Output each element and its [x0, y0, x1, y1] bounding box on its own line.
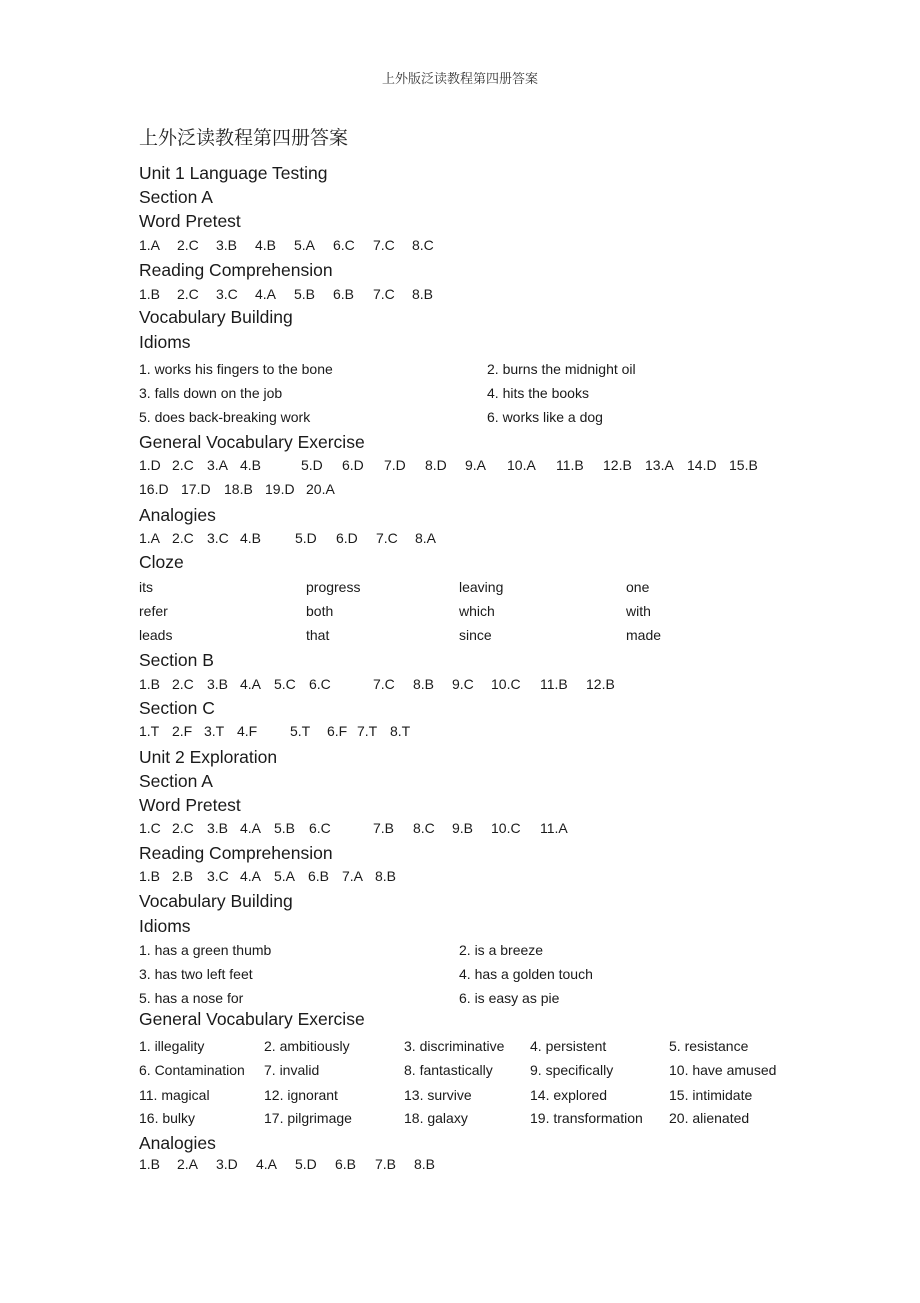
answer: 1.C — [139, 820, 161, 836]
section-heading: Cloze — [139, 552, 184, 572]
answer: 6.D — [336, 530, 358, 546]
answer: 5.D — [295, 530, 317, 546]
answer: 8.B — [375, 868, 397, 884]
answer: 7.B — [373, 820, 395, 836]
vocab-item: 10. have amused — [669, 1062, 777, 1078]
vocab-item: 6. Contamination — [139, 1062, 245, 1078]
answer: 3.B — [207, 676, 229, 692]
vocab-item: 18. galaxy — [404, 1110, 468, 1126]
answer: 10.A — [507, 457, 536, 473]
section-heading: General Vocabulary Exercise — [139, 1009, 365, 1029]
answer: 3.A — [207, 457, 229, 473]
vocab-item: 8. fantastically — [404, 1062, 493, 1078]
answer: 20.A — [306, 481, 335, 497]
answer: 7.D — [384, 457, 406, 473]
answer: 6.D — [342, 457, 364, 473]
section-heading: Vocabulary Building — [139, 307, 293, 327]
vocab-item: 19. transformation — [530, 1110, 643, 1126]
answer: 14.D — [687, 457, 717, 473]
answer: 7.C — [373, 237, 395, 253]
section-heading: Section A — [139, 187, 213, 207]
answer: 17.D — [181, 481, 211, 497]
vocab-item: 3. discriminative — [404, 1038, 505, 1054]
answer: 8.T — [390, 723, 411, 739]
page-title: 上外泛读教程第四册答案 — [139, 127, 349, 149]
answer: 2.C — [177, 286, 199, 302]
answer: 6.B — [308, 868, 330, 884]
answer: 9.B — [452, 820, 474, 836]
answer: 12.B — [603, 457, 632, 473]
answer: 1.T — [139, 723, 160, 739]
answer: 3.B — [207, 820, 229, 836]
answer: 1.A — [139, 530, 161, 546]
answer: 19.D — [265, 481, 295, 497]
answer: 1.B — [139, 286, 161, 302]
answer: 1.B — [139, 1156, 161, 1172]
answer: 3.D — [216, 1156, 238, 1172]
answer: 2.C — [172, 676, 194, 692]
page-header: 上外版泛读教程第四册答案 — [381, 72, 538, 87]
unit-title: Unit 1 Language Testing — [139, 163, 328, 183]
cloze-word: that — [306, 627, 330, 643]
section-heading: Reading Comprehension — [139, 260, 333, 280]
idiom-item: 1. has a green thumb — [139, 942, 272, 958]
answer: 2.C — [177, 237, 199, 253]
vocab-item: 16. bulky — [139, 1110, 196, 1126]
answer: 3.T — [204, 723, 225, 739]
answer: 4.B — [240, 457, 262, 473]
answer: 2.C — [172, 820, 194, 836]
answer: 2.B — [172, 868, 194, 884]
answer: 5.D — [301, 457, 323, 473]
answer: 7.C — [373, 286, 395, 302]
idiom-item: 3. has two left feet — [139, 966, 253, 982]
answer: 6.B — [335, 1156, 357, 1172]
answer: 8.C — [412, 237, 434, 253]
cloze-word: leads — [139, 627, 173, 643]
answer: 3.C — [207, 868, 229, 884]
cloze-word: made — [626, 627, 662, 643]
section-heading: Reading Comprehension — [139, 843, 333, 863]
vocab-item: 7. invalid — [264, 1062, 320, 1078]
answer: 2.C — [172, 530, 194, 546]
idiom-item: 2. is a breeze — [459, 942, 544, 958]
unit-title: Unit 2 Exploration — [139, 747, 278, 767]
answer: 9.C — [452, 676, 474, 692]
vocab-item: 13. survive — [404, 1087, 472, 1103]
section-heading: Idioms — [139, 916, 191, 936]
section-heading: Section C — [139, 698, 215, 718]
answer: 5.T — [290, 723, 311, 739]
answer: 7.C — [376, 530, 398, 546]
idiom-item: 5. has a nose for — [139, 990, 244, 1006]
answer: 10.C — [491, 676, 521, 692]
section-heading: Word Pretest — [139, 211, 241, 231]
answer: 8.A — [415, 530, 437, 546]
cloze-word: with — [626, 603, 651, 619]
answer: 4.A — [240, 676, 262, 692]
answer: 6.C — [309, 676, 331, 692]
cloze-word: since — [459, 627, 492, 643]
answer: 2.A — [177, 1156, 199, 1172]
vocab-item: 2. ambitiously — [264, 1038, 350, 1054]
answer: 4.A — [256, 1156, 278, 1172]
section-heading: Vocabulary Building — [139, 891, 293, 911]
vocab-item: 15. intimidate — [669, 1087, 753, 1103]
answer: 10.C — [491, 820, 521, 836]
cloze-word: refer — [139, 603, 168, 619]
idiom-item: 6. is easy as pie — [459, 990, 560, 1006]
answer: 8.B — [413, 676, 435, 692]
answer: 3.C — [216, 286, 238, 302]
idiom-item: 4. hits the books — [487, 385, 589, 401]
answer: 4.A — [255, 286, 277, 302]
vocab-item: 5. resistance — [669, 1038, 749, 1054]
cloze-word: progress — [306, 579, 361, 595]
vocab-item: 11. magical — [139, 1087, 210, 1103]
answer: 1.B — [139, 676, 161, 692]
answer: 18.B — [224, 481, 253, 497]
answer: 9.A — [465, 457, 487, 473]
answer: 5.A — [294, 237, 316, 253]
answer: 7.A — [342, 868, 364, 884]
answer: 5.C — [274, 676, 296, 692]
idiom-item: 2. burns the midnight oil — [487, 361, 636, 377]
cloze-word: both — [306, 603, 334, 619]
answer: 16.D — [139, 481, 169, 497]
answer: 3.B — [216, 237, 238, 253]
answer: 4.A — [240, 868, 262, 884]
section-heading: Analogies — [139, 1133, 216, 1153]
answer: 15.B — [729, 457, 758, 473]
idiom-item: 1. works his fingers to the bone — [139, 361, 333, 377]
section-heading: Analogies — [139, 505, 216, 525]
vocab-item: 1. illegality — [139, 1038, 205, 1054]
cloze-word: which — [459, 603, 495, 619]
vocab-item: 14. explored — [530, 1087, 608, 1103]
answer: 5.D — [295, 1156, 317, 1172]
answer: 8.B — [412, 286, 434, 302]
vocab-item: 17. pilgrimage — [264, 1110, 352, 1126]
answer: 6.B — [333, 286, 355, 302]
section-heading: Idioms — [139, 332, 191, 352]
vocab-item: 4. persistent — [530, 1038, 607, 1054]
answer: 11.B — [540, 676, 568, 692]
answer: 11.A — [540, 820, 568, 836]
answer: 4.B — [240, 530, 262, 546]
answer: 3.C — [207, 530, 229, 546]
idiom-item: 5. does back-breaking work — [139, 409, 311, 425]
section-heading: General Vocabulary Exercise — [139, 432, 365, 452]
idiom-item: 4. has a golden touch — [459, 966, 593, 982]
answer: 7.B — [375, 1156, 397, 1172]
answer: 11.B — [556, 457, 584, 473]
answer: 5.B — [274, 820, 296, 836]
answer: 8.B — [414, 1156, 436, 1172]
section-heading: Section A — [139, 771, 213, 791]
answer: 8.C — [413, 820, 435, 836]
vocab-item: 12. ignorant — [264, 1087, 338, 1103]
answer: 6.F — [327, 723, 348, 739]
answer: 1.B — [139, 868, 161, 884]
cloze-word: one — [626, 579, 650, 595]
answer: 2.C — [172, 457, 194, 473]
answer: 4.F — [237, 723, 258, 739]
section-heading: Word Pretest — [139, 795, 241, 815]
answer: 12.B — [586, 676, 615, 692]
vocab-item: 9. specifically — [530, 1062, 614, 1078]
answer: 5.A — [274, 868, 296, 884]
answer: 8.D — [425, 457, 447, 473]
answer: 13.A — [645, 457, 674, 473]
cloze-word: its — [139, 579, 153, 595]
answer: 2.F — [172, 723, 193, 739]
cloze-word: leaving — [459, 579, 504, 595]
answer: 5.B — [294, 286, 316, 302]
section-heading: Section B — [139, 650, 214, 670]
answer: 6.C — [333, 237, 355, 253]
idiom-item: 6. works like a dog — [487, 409, 603, 425]
answer: 1.A — [139, 237, 161, 253]
answer: 1.D — [139, 457, 161, 473]
vocab-item: 20. alienated — [669, 1110, 750, 1126]
answer: 7.T — [357, 723, 378, 739]
answer: 7.C — [373, 676, 395, 692]
answer: 4.A — [240, 820, 262, 836]
answer: 4.B — [255, 237, 277, 253]
answer: 6.C — [309, 820, 331, 836]
idiom-item: 3. falls down on the job — [139, 385, 283, 401]
